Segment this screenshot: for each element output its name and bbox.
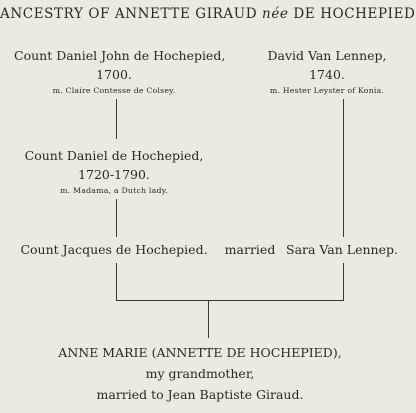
- ancestor-left-top-name: Count Daniel John de Hochepied,: [14, 48, 226, 63]
- child-marriage: married to Jean Baptiste Giraud.: [96, 387, 304, 402]
- descent-line: [208, 300, 209, 338]
- husband-name: Count Jacques de Hochepied.: [20, 242, 208, 257]
- title-suffix: DE HOCHEPIED: [288, 6, 416, 22]
- ancestor-right-top-name: David Van Lennep,: [267, 48, 387, 63]
- page-title: [0, 6, 416, 22]
- ancestor-left-mid-years: 1720-1790.: [78, 167, 150, 182]
- connector-line-left-upper: [116, 99, 117, 139]
- child-relation: my grandmother,: [145, 366, 255, 381]
- ancestor-left-mid-marriage: m. Madama, a Dutch lady.: [60, 186, 168, 195]
- ancestor-right-top-marriage: m. Hester Leyster of Konia.: [269, 86, 385, 95]
- child-name: ANNE MARIE (ANNETTE DE HOCHEPIED),: [58, 345, 342, 360]
- ancestor-left-top-marriage: m. Claire Contesse de Colsey.: [52, 86, 176, 95]
- ancestor-left-top-year: 1700.: [96, 67, 132, 82]
- bracket-right-line: [343, 263, 344, 301]
- ancestor-left-mid-name: Count Daniel de Hochepied,: [24, 148, 204, 163]
- title-nee: née: [262, 6, 289, 22]
- bracket-bottom-line: [116, 300, 344, 301]
- bracket-left-line: [116, 263, 117, 301]
- connector-line-right: [343, 99, 344, 237]
- ancestor-right-top-year: 1740.: [309, 67, 345, 82]
- wife-name: Sara Van Lennep.: [286, 242, 398, 257]
- married-label: married: [224, 242, 276, 257]
- connector-line-left-lower: [116, 199, 117, 237]
- title-prefix: ANCESTRY OF ANNETTE GIRAUD: [0, 6, 263, 22]
